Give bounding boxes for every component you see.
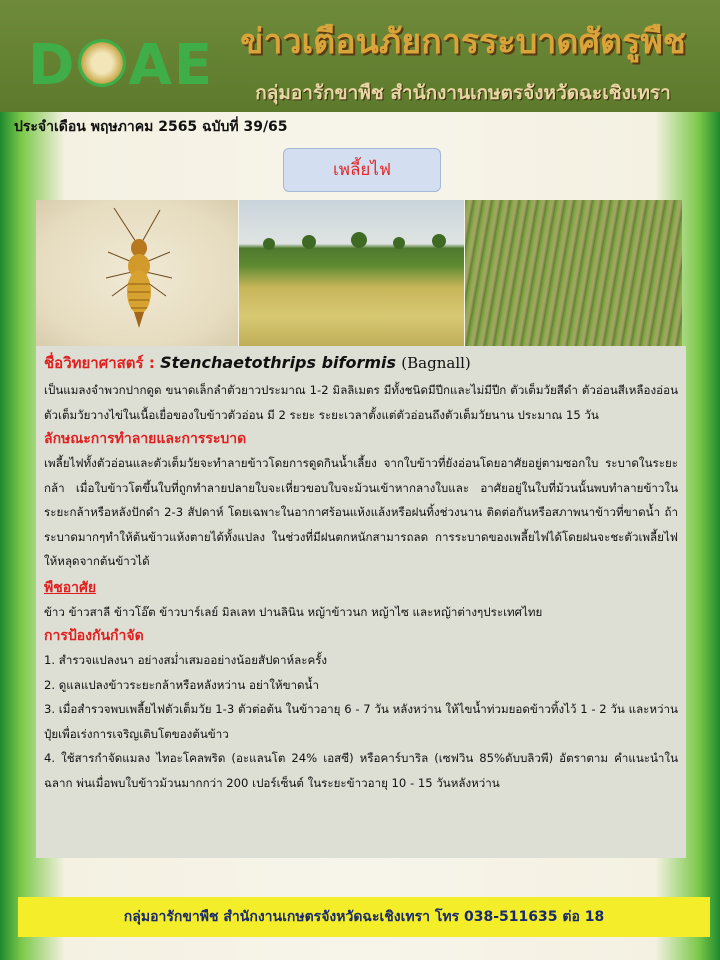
doae-logo: D AE	[28, 33, 215, 98]
page-subtitle: กลุ่มอารักขาพืช สำนักงานเกษตรจังหวัดฉะเชิงเทรา	[255, 82, 671, 104]
control-item: 3. เมื่อสำรวจพบเพลี้ยไฟตัวเต็มวัย 1-3 ตัวต่อต้น ในข้าวอายุ 6 - 7 วัน หลังหว่าน ให้ไขน้ำท่วมยอดข้าวทิ้งไว้ 1 - 2 วัน และหว่านปุ๋ยเพื่อเร่งการเจริญเติบโตของต้นข้าว	[44, 702, 678, 741]
control-item: 4. ใช้สารกำจัดแมลง ไทอะโคลพริด (อะแลนโต 24% เอสซี) หรือคาร์บาริล (เซฟวิน 85%ดับบลิวพี) อัตราตาม คำแนะนำในฉลาก พ่นเมื่อพบใบข้าวม้วนมากกว่า 200 เปอร์เซ็นต์ ในระยะข้าวอายุ 10 - 15 วันหลังหว่าน	[44, 751, 678, 790]
description-text: เป็นแมลงจำพวกปากดูด ขนาดเล็กลำตัวยาวประมาณ 1-2 มิลลิเมตร มีทั้งชนิดมีปีกและไม่มีปีก ตัวเต็มวัยสีดำ ตัวอ่อนสีเหลืองอ่อน ตัวเต็มวัยวางไข่ในเนื้อเยื่อของใบข้าวตัวอ่อน มี 2 ระยะ ระยะเวลาตั้งแต่ตัวอ่อนถึงตัวเต็มวัยนาน ประมาณ 15 วัน	[44, 383, 678, 422]
damage-text: เพลี้ยไฟทั้งตัวอ่อนและตัวเต็มวัยจะทำลายข้าวโดยการดูดกินน้ำเลี้ยง จากใบข้าวที่ยังอ่อนโดยอาศัยอยู่ตามซอกใบ ระบาดในระยะกล้า เมื่อใบข้าวโตขึ้นใบที่ถูกทำลายปลายใบจะเหี่ยวขอบใบจะม้วนเข้าหากลางใบและ อาศัยอยู่ในใบที่ม้วนนั้นพบทำลายข้าวในระยะกล้าหรือหลังปักดำ 2-3 สัปดาห์ โดยเฉพาะในอากาศร้อนแห้งแล้งหรือฝนทิ้งช่วงนาน ติดต่อกันหรือสภาพนาข้าวที่ขาดน้ำ ถ้าระบาดมากๆทำให้ต้นข้าวแห้งตายได้ทั้งแปลง ในช่วงที่มีฝนตกหนักสามารถลด การระบาดของเพลี้ยไฟได้โดยฝนจะชะตัวเพลี้ยไฟให้หลุดจากต้นข้าวได้	[44, 456, 678, 568]
damaged-rice-photo	[465, 200, 682, 346]
pest-name: เพลี้ยไฟ	[283, 148, 441, 192]
issue-line: ประจำเดือน พฤษภาคม 2565 ฉบับที่ 39/65	[14, 119, 288, 135]
thrips-photo	[36, 200, 238, 346]
page-title: ข่าวเตือนภัยการระบาดศัตรูพืช	[240, 22, 686, 62]
hosts-text: ข้าว ข้าวสาลี ข้าวโอ๊ต ข้าวบาร์เลย์ มิลเลท ปานลินิน หญ้าข้าวนก หญ้าไซ และหญ้าต่างๆประเทศไทย	[44, 604, 543, 619]
damage-heading: ลักษณะการทำลายและการระบาด	[44, 431, 247, 447]
control-item: 2. ดูแลแปลงข้าวระยะกล้าหรือหลังหว่าน อย่าให้ขาดน้ำ	[44, 677, 319, 692]
scientific-name-binomial: Stenchaetothrips biformis	[160, 353, 397, 372]
header-banner	[0, 0, 720, 112]
content-panel	[36, 346, 686, 858]
scientific-name-author: (Bagnall)	[401, 354, 471, 372]
photo-strip	[36, 200, 682, 346]
hosts-heading: พืชอาศัย	[44, 579, 97, 596]
footer-contact: กลุ่มอารักขาพืช สำนักงานเกษตรจังหวัดฉะเชิงเทรา โทร 038-511635 ต่อ 18	[18, 897, 710, 937]
scientific-name-label: ชื่อวิทยาศาสตร์ :	[44, 354, 161, 372]
rice-field-photo	[239, 200, 464, 346]
seal-icon	[78, 39, 126, 87]
control-item: 1. สำรวจแปลงนา อย่างสม่ำเสมออย่างน้อยสัปดาห์ละครั้ง	[44, 653, 328, 667]
control-heading: การป้องกันกำจัด	[44, 628, 144, 644]
scientific-name	[44, 348, 678, 378]
